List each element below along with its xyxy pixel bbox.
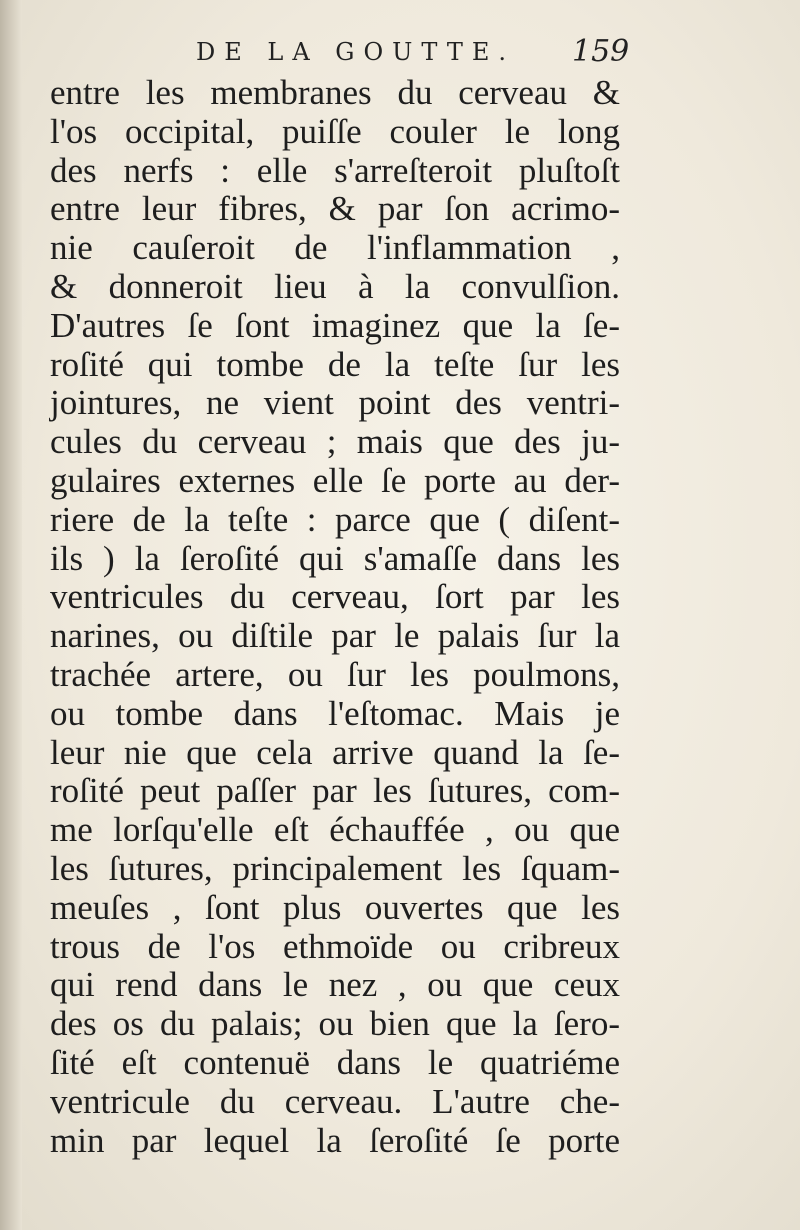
text-line: les ſutures, principalement les ſquam- bbox=[50, 848, 620, 888]
text-line: entre leur fibres, & par ſon acrimo- bbox=[50, 189, 620, 229]
text-line: nie cauſeroit de l'inflammation , bbox=[50, 228, 620, 268]
text-line: leur nie que cela arrive quand la ſe- bbox=[50, 732, 620, 772]
text-line: me lorſqu'elle eſt échauffée , ou que bbox=[50, 810, 620, 850]
text-line: min par lequel la ſeroſité ſe porte bbox=[50, 1120, 620, 1160]
text-line: ils ) la ſeroſité qui s'amaſſe dans les bbox=[50, 538, 620, 578]
text-line: jointures, ne vient point des ventri- bbox=[50, 383, 620, 423]
running-title: DE LA GOUTTE. bbox=[196, 38, 515, 66]
text-line: gulaires externes elle ſe porte au der- bbox=[50, 460, 620, 500]
text-line: ſité eſt contenuë dans le quatriéme bbox=[50, 1042, 620, 1082]
text-line: cules du cerveau ; mais que des ju- bbox=[50, 422, 620, 462]
page-gutter-shadow bbox=[0, 0, 22, 1230]
text-line: trachée artere, ou ſur les poulmons, bbox=[50, 654, 620, 694]
text-line: narines, ou diſtile par le palais ſur la bbox=[50, 616, 620, 656]
text-line: ventricules du cerveau, ſort par les bbox=[50, 577, 620, 617]
text-line: ou tombe dans l'eſtomac. Mais je bbox=[50, 693, 620, 733]
text-line: qui rend dans le nez , ou que ceux bbox=[50, 965, 620, 1005]
text-line: l'os occipital, puiſſe couler le long bbox=[50, 111, 620, 151]
text-line: des nerfs : elle s'arreſteroit pluſtoſt bbox=[50, 150, 620, 190]
page-header bbox=[0, 34, 800, 78]
text-line: roſité peut paſſer par les ſutures, com- bbox=[50, 771, 620, 811]
text-line: meuſes , ſont plus ouvertes que les bbox=[50, 887, 620, 927]
text-line: D'autres ſe ſont imaginez que la ſe- bbox=[50, 305, 620, 345]
text-line: des os du palais; ou bien que la ſero- bbox=[50, 1004, 620, 1044]
text-line: trous de l'os ethmoïde ou cribreux bbox=[50, 926, 620, 966]
text-line: & donneroit lieu à la convulſion. bbox=[50, 266, 620, 306]
text-line: roſité qui tombe de la teſte ſur les bbox=[50, 344, 620, 384]
text-line: entre les membranes du cerveau & bbox=[50, 73, 620, 112]
text-line: riere de la teſte : parce que ( diſent- bbox=[50, 499, 620, 539]
page-number: 159 bbox=[572, 34, 630, 69]
body-text bbox=[50, 74, 620, 1160]
text-line: ventricule du cerveau. L'autre che- bbox=[50, 1081, 620, 1121]
